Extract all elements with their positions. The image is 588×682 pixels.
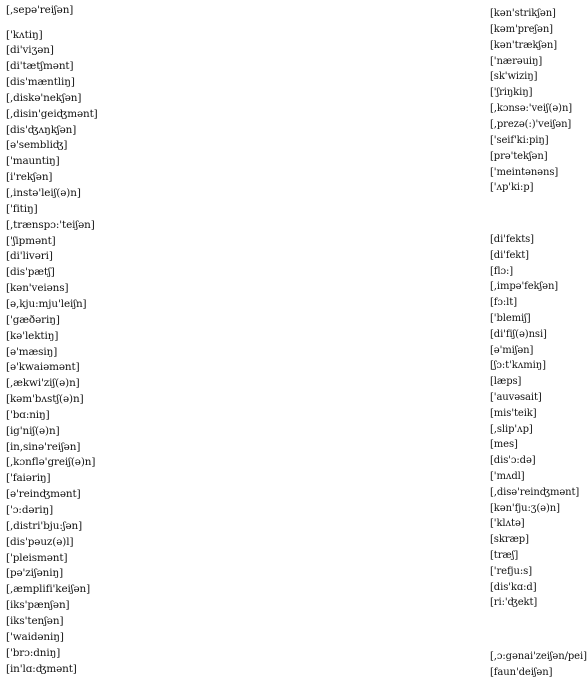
phonetic-entry: [dis'kɑ:d] [490,581,537,593]
phonetic-entry: [di'viʒən] [6,44,54,57]
phonetic-entry: [fɔ:lt] [490,297,517,309]
phonetic-entry: [,æmplifi'keiʃən] [6,583,91,596]
phonetic-entry: ['seif'ki:piŋ] [490,134,549,146]
phonetic-entry: [kə'lektiŋ] [6,329,59,342]
phonetic-entry: [,ɔ:gənai'zeiʃən/pei] [490,651,587,662]
phonetic-entry: [,disin'geiʤmənt] [6,107,98,120]
phonetic-entry: [læps] [490,376,522,388]
phonetic-entry: [sk'wiziŋ] [490,71,538,83]
phonetic-entry: [ə'mæsiŋ] [6,345,58,358]
phonetic-entry: ['brɔ:dniŋ] [6,646,61,659]
phonetic-entry: [,distri'bju:ʃən] [6,519,83,532]
phonetic-entry: [kən'fju:ʒ(ə)n] [490,502,560,514]
phonetic-entry: ['meintənəns] [490,166,559,178]
phonetic-entry: [mes] [490,439,518,451]
phonetic-entry: [dis'ʤʌŋkʃən] [6,123,77,136]
phonetic-entry: [,diskə'nekʃən] [6,91,82,104]
phonetic-entry: [faun'deiʃən] [490,666,553,678]
phonetic-entry: [in'lɑ:ʤmənt] [6,662,77,675]
phonetic-entry: [,sepə'reiʃən] [6,4,74,16]
phonetic-entry: ['gæðəriŋ] [6,313,60,326]
phonetic-entry: [i'rekʃən] [6,171,53,184]
phonetic-entry: [ə'kwaiəmənt] [6,361,80,374]
phonetic-entry: [kən'trækʃən] [490,39,558,51]
phonetic-entry: [kəm'preʃən] [490,23,553,35]
phonetic-entry: [di'fekt] [490,249,529,261]
phonetic-entry: ['bɑ:niŋ] [6,408,50,421]
phonetic-entry: [mis'teik] [490,407,537,419]
phonetic-entry: ['kʌtiŋ] [6,28,43,41]
phonetic-entry: [kən'veiəns] [6,282,69,295]
phonetic-entry: ['mauntiŋ] [6,155,60,168]
phonetic-entry: [,ækwi'ziʃ(ə)n] [6,377,80,390]
phonetic-entry: [kən'strikʃən] [490,8,556,19]
phonetic-entry: [,trænspɔ:'teiʃən] [6,218,95,231]
phonetic-entry: [iks'pænʃən] [6,599,70,612]
phonetic-entry: ['refju:s] [490,565,532,577]
phonetic-entry: ['blemiʃ] [490,313,531,324]
phonetic-entry: ['mʌdl] [490,471,525,482]
phonetic-entry: [di'livəri] [6,250,53,263]
phonetic-entry: [prə'tekʃən] [490,150,548,162]
phonetic-entry: [in,sinə'reiʃən] [6,440,81,453]
phonetic-entry: [di'fekts] [490,234,534,245]
phonetic-entry: [,impə'fekʃən] [490,281,559,293]
phonetic-entry: [dis'mæntliŋ] [6,76,75,89]
phonetic-entry: [ə'miʃən] [490,344,534,356]
phonetic-entry: [skræp] [490,534,529,546]
phonetic-entry: [ə'reinʤmənt] [6,488,81,501]
phonetic-entry: [,kɔnsə:'veiʃ(ə)n] [490,103,573,115]
phonetic-entry: ['pleismənt] [6,551,68,564]
phonetic-entry: ['ɔ:dəriŋ] [6,504,54,516]
phonetic-entry: [iks'tenʃən] [6,614,64,627]
phonetic-entry: [pə'ziʃəniŋ] [6,567,64,580]
phonetic-entry: [ig'niʃ(ə)n] [6,424,60,437]
phonetic-entry: [træʃ] [490,550,519,561]
phonetic-entry: [,instə'leiʃ(ə)n] [6,187,81,199]
phonetic-entry: ['auvəsait] [490,392,542,403]
phonetic-entry: [ə'sembliʤ] [6,139,68,152]
phonetic-entry: ['ʃipmənt] [6,234,56,247]
phonetic-entry: ['klʌtə] [490,518,525,530]
phonetic-entry: [dis'pəuz(ə)l] [6,535,74,548]
phonetic-entry: [di'fiʃ(ə)nsi] [490,328,547,340]
phonetic-entry: [flɔ:] [490,265,514,277]
phonetic-entry: [ri:'ʤekt] [490,597,538,609]
phonetic-entry: [,kɔnflə'greiʃ(ə)n] [6,456,96,469]
phonetic-entry: ['faiəriŋ] [6,472,51,485]
phonetic-entry: [,prezə(:)'veiʃən] [490,118,572,130]
phonetic-entry: ['ʃriŋkiŋ] [490,87,533,99]
phonetic-entry: [dis'ɔ:də] [490,455,536,467]
phonetic-entry: ['fitiŋ] [6,202,38,215]
phonetic-entry: [di'tætʃmənt] [6,60,74,73]
phonetic-entry: ['waidəniŋ] [6,630,64,643]
phonetic-entry: [,disə'reinʤmənt] [490,486,580,498]
phonetic-entry: [dis'pætʃ] [6,266,55,279]
phonetic-entry: ['nærəuiŋ] [490,55,543,67]
phonetic-entry: [ə,kju:mju'leiʃn] [6,297,87,310]
phonetic-entry: ['ʌp'ki:p] [490,182,534,194]
phonetic-entry: [,slip'ʌp] [490,423,533,435]
phonetic-entry: [kəm'bʌstʃ(ə)n] [6,393,84,406]
phonetic-entry: [ʃɔ:t'kʌmiŋ] [490,360,546,372]
